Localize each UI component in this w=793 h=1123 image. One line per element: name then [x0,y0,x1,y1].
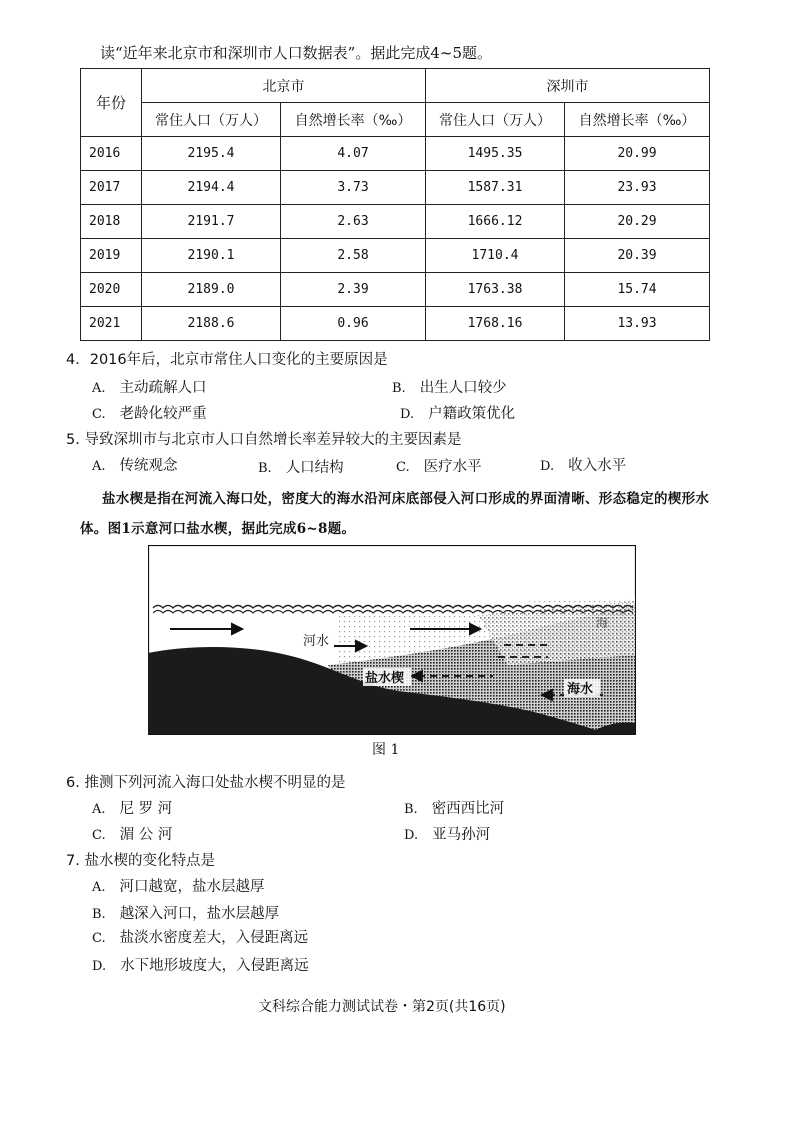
option-text: 密西西比河 [431,801,505,817]
question-4-option-c[interactable] [92,402,207,423]
question-7-option-a[interactable] [92,875,265,896]
bj-pop-cell: 2191.7 [142,205,281,239]
option-letter: A. [92,459,106,474]
population-table [80,68,710,341]
question-5-option-b[interactable] [258,456,344,477]
question-7-stem: 7. 盐水楔的变化特点是 [66,853,215,869]
sz-rate-cell: 20.99 [565,137,710,171]
sz-rate-cell: 20.39 [565,239,710,273]
table-row [81,239,710,273]
question-4-option-a[interactable] [92,376,207,397]
option-letter: A. [92,381,106,396]
question-6-option-c[interactable] [92,823,172,844]
bj-rate-cell: 2.39 [281,273,426,307]
option-letter: C. [92,828,106,843]
question-5-option-c[interactable] [396,455,482,476]
question-5-stem: 5. 导致深圳市与北京市人口自然增长率差异较大的主要因素是 [66,432,462,448]
sz-pop-cell: 1666.12 [425,205,564,239]
option-text: 收入水平 [568,458,627,474]
option-text: 医疗水平 [423,459,482,475]
option-text: 越深入河口，盐水层越厚 [119,906,280,922]
table-row [81,273,710,307]
sz-rate-cell: 13.93 [565,307,710,341]
question-7-option-b[interactable] [92,902,279,923]
page-footer: 文科综合能力测试试卷・第2页(共16页) [258,999,506,1015]
option-text: 主动疏解人口 [119,380,207,396]
question-4-stem: 4．2016年后，北京市常住人口变化的主要原因是 [66,352,388,368]
year-cell: 2016 [81,137,142,171]
question-5-option-a[interactable] [92,454,178,475]
option-letter: D. [404,828,419,843]
question-4-option-d[interactable] [400,402,515,423]
option-text: 亚马孙河 [432,827,491,843]
bj-pop-cell: 2188.6 [142,307,281,341]
option-text: 人口结构 [285,460,344,476]
seawater-label: 海水 [567,682,594,697]
bj-pop-cell: 2190.1 [142,239,281,273]
table-intro: 读“近年来北京市和深圳市人口数据表”。据此完成4~5题。 [100,44,492,62]
option-text: 湄 公 河 [119,827,173,843]
option-letter: D. [540,459,555,474]
option-letter: C. [92,931,106,946]
sz-pop-cell: 1768.16 [425,307,564,341]
option-letter: D. [92,959,107,974]
figure-caption: 图 1 [372,742,400,758]
sz-rate-header: 自然增长率（‰） [565,103,710,137]
question-6-option-d[interactable] [404,823,490,844]
bj-rate-cell: 2.63 [281,205,426,239]
bj-pop-cell: 2194.4 [142,171,281,205]
option-text: 盐淡水密度差大，入侵距离远 [119,930,309,946]
option-text: 出生人口较少 [419,380,507,396]
option-letter: C. [396,460,410,475]
shenzhen-header: 深圳市 [425,69,709,103]
option-text: 老龄化较严重 [119,406,207,422]
sz-pop-header: 常住人口（万人） [425,103,564,137]
table-row [81,137,710,171]
year-cell: 2018 [81,205,142,239]
sz-rate-cell: 20.29 [565,205,710,239]
table-row [81,307,710,341]
bj-pop-cell: 2189.0 [142,273,281,307]
option-text: 传统观念 [119,458,178,474]
bj-rate-cell: 2.58 [281,239,426,273]
option-text: 水下地形坡度大，入侵距离远 [120,958,309,974]
sz-pop-cell: 1710.4 [425,239,564,273]
bj-rate-cell: 0.96 [281,307,426,341]
year-cell: 2017 [81,171,142,205]
bj-rate-cell: 4.07 [281,137,426,171]
option-letter: A. [92,802,106,817]
sz-rate-cell: 15.74 [565,273,710,307]
sz-pop-cell: 1587.31 [425,171,564,205]
year-cell: 2019 [81,239,142,273]
bj-pop-cell: 2195.4 [142,137,281,171]
year-cell: 2020 [81,273,142,307]
bj-rate-cell: 3.73 [281,171,426,205]
passage: 盐水楔是指在河流入海口处，密度大的海水沿河床底部侵入河口形成的界面清晰、形态稳定的楔形水体。图1示意河口盐水楔，据此完成6~8题。 [80,491,710,537]
sz-pop-cell: 1495.35 [425,137,564,171]
option-letter: B. [404,802,418,817]
year-header: 年份 [81,69,142,137]
question-6-option-b[interactable] [404,797,504,818]
sz-rate-cell: 23.93 [565,171,710,205]
question-7-option-d[interactable] [92,954,309,975]
year-cell: 2021 [81,307,142,341]
option-letter: D. [400,407,415,422]
salt-wedge-figure [148,545,636,735]
option-text: 户籍政策优化 [428,406,516,422]
option-letter: A. [92,880,106,895]
option-letter: C. [92,407,106,422]
question-6-option-a[interactable] [92,797,172,818]
bj-rate-header: 自然增长率（‰） [281,103,426,137]
sz-pop-cell: 1763.38 [425,273,564,307]
beijing-header: 北京市 [142,69,426,103]
seawater-top-label: 海 [596,616,609,630]
question-6-stem: 6. 推测下列河流入海口处盐水楔不明显的是 [66,775,346,791]
option-text: 尼 罗 河 [119,801,173,817]
question-4-option-b[interactable] [392,376,507,397]
option-letter: B. [92,907,106,922]
table-row [81,171,710,205]
option-letter: B. [392,381,406,396]
salt-wedge-label: 盐水楔 [365,671,405,686]
river-label: 河水 [303,634,330,649]
option-letter: B. [258,461,272,476]
bj-pop-header: 常住人口（万人） [142,103,281,137]
question-5-option-d[interactable] [540,454,626,475]
question-7-option-c[interactable] [92,926,308,947]
table-row [81,205,710,239]
option-text: 河口越宽，盐水层越厚 [119,879,265,895]
